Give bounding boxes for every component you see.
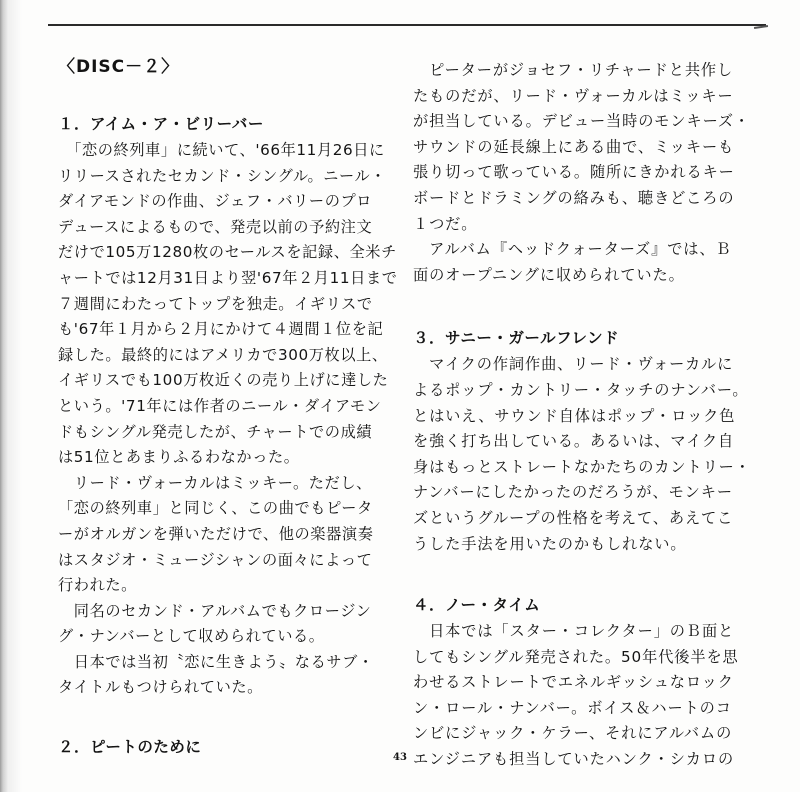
scan-shadow-edge [0, 0, 22, 792]
paragraph [413, 619, 785, 773]
paragraph [58, 599, 390, 650]
text-line: ボードとドラミングの絡みも、聴きどころの [413, 188, 735, 207]
text-line: ナンバーにしたかったのだろうが、モンキー [413, 483, 733, 502]
text-line: グ・ナンバーとして収められている。 [58, 627, 325, 646]
text-line: ダイアモンドの作曲、ジェフ・バリーのプロ [58, 192, 373, 211]
text-line: マイクの作詞作曲、リード・ヴォーカルに [413, 355, 734, 374]
paragraph [413, 352, 785, 557]
page-number: 43 [393, 752, 407, 763]
song-heading: １．アイム・ア・ビリーバー [58, 115, 264, 133]
text-line: リリースされたセカンド・シングル。ニール・ [58, 166, 387, 185]
paragraph [58, 471, 390, 599]
text-line: 身はもっとストレートなかたちのカントリー・ [413, 457, 751, 476]
text-line: よるポップ・カントリー・タッチのナンバー。 [413, 380, 749, 399]
text-line: リード・ヴォーカルはミッキー。ただし、 [58, 473, 372, 492]
text-line: も'67年１月から２月にかけて４週間１位を記 [58, 320, 384, 339]
text-line: 面のオープニングに収められていた。 [413, 265, 685, 284]
text-line: ７週間にわたってトップを独走。イギリスで [58, 294, 373, 313]
song-heading: ３．サニー・ガールフレンド [413, 329, 620, 348]
text-line: 「恋の終列車」に続いて、'66年11月26日に [58, 141, 385, 159]
text-line: ズというグループの性格を考えて、あえてこ [413, 508, 734, 527]
disc-label: 〈DISC－２〉 [58, 57, 180, 77]
text-line: 日本では「スター・コレクター」のＢ面と [413, 622, 735, 641]
text-line: ンビにジャック・ケラー、それにアルバムの [413, 724, 733, 743]
text-line: アルバム『ヘッドクォーターズ』では、Ｂ [413, 240, 732, 259]
text-line: とはいえ、サウンド自体はポップ・ロック色 [413, 406, 736, 425]
text-line: ン・ロール・ナンバー。ボイス＆ハートのコ [413, 698, 732, 717]
text-line: ーがオルガンを弾いただけで、他の楽器演奏 [58, 524, 374, 543]
text-line: うした手法を用いたのかもしれない。 [413, 534, 687, 553]
text-line: だけで105万1280枚のセールスを記録、全米チ [58, 243, 397, 262]
song-heading: ４．ノー・タイム [413, 596, 541, 615]
paragraph [413, 58, 785, 237]
text-line: はスタジオ・ミュージシャンの面々によって [58, 550, 373, 569]
text-line: ドもシングル発売したが、チャートでの成績 [58, 422, 373, 441]
paragraph [58, 650, 390, 701]
text-line: サウンドの延長線上にある曲で、ミッキーも [413, 137, 735, 156]
text-line: エンジニアも担当していたハンク・シカロの [413, 750, 735, 769]
text-line: 日本では当初〝恋に生きよう〟なるサブ・ [58, 652, 374, 671]
text-line: 同名のセカンド・アルバムでもクロージン [58, 601, 372, 620]
text-line: という。'71年には作者のニール・ダイアモン [58, 396, 382, 415]
text-line: ピーターがジョセフ・リチャードと共作し [413, 61, 734, 79]
text-line: は51位とあまりふるわなかった。 [58, 448, 300, 467]
right-column [413, 40, 785, 773]
left-column [58, 40, 398, 761]
text-line: たものだが、リード・ヴォーカルはミッキー [413, 86, 734, 105]
text-line: ャートでは12月31日より翌'67年２月11日まで [58, 268, 398, 287]
paragraph [58, 138, 398, 471]
text-line: タイトルもつけられていた。 [58, 678, 263, 697]
text-line: 録した。最終的にはアメリカで300万枚以上、 [58, 345, 388, 364]
text-line: １つだ。 [413, 214, 478, 233]
text-line: を強く打ち出している。あるいは、マイク自 [413, 432, 735, 451]
text-line: わせるストレートでエネルギッシュなロック [413, 673, 734, 692]
text-line: 行われた。 [58, 576, 137, 595]
text-line: イギリスでも100万枚近くの売り上げに達した [58, 371, 389, 390]
song-heading: ２．ピートのために [58, 738, 202, 757]
paragraph [413, 237, 785, 288]
header-rule-tick [754, 25, 768, 29]
text-line: 「恋の終列車」と同じく、この曲でもピータ [58, 499, 373, 518]
text-line: 張り切って歌っている。随所にきかれるキー [413, 163, 735, 182]
text-line: が担当している。デビュー当時のモンキーズ・ [413, 112, 751, 131]
text-line: デュースによるもので、発売以前の予約注文 [58, 217, 373, 236]
text-line: してもシングル発売された。50年代後半を思 [413, 647, 739, 666]
header-rule [48, 24, 766, 26]
